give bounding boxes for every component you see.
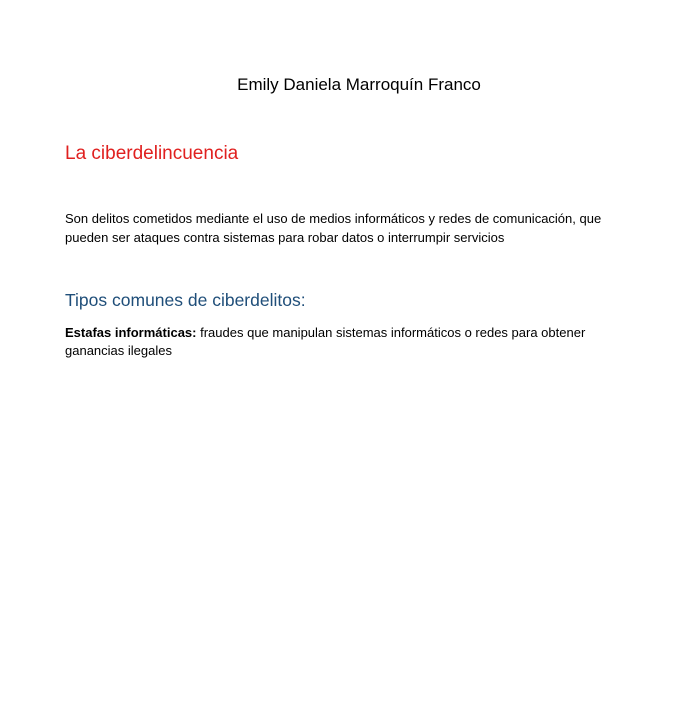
item-term: Estafas informáticas: [65, 325, 197, 340]
section-heading: La ciberdelincuencia [65, 143, 239, 164]
author-name-text: Emily Daniela Marroquín Franco [237, 75, 481, 94]
list-item [65, 324, 645, 360]
subsection-heading: Tipos comunes de ciberdelitos: [65, 290, 306, 310]
item-description: fraudes que manipulan sistemas informáticos o redes para obtener ganancias ilegales [65, 325, 586, 358]
author-name [0, 74, 698, 96]
definition-paragraph: Son delitos cometidos mediante el uso de medios informáticos y redes de comunicación, que pueden ser ataques contra sistemas para robar datos o interrumpir servicios [65, 211, 602, 245]
